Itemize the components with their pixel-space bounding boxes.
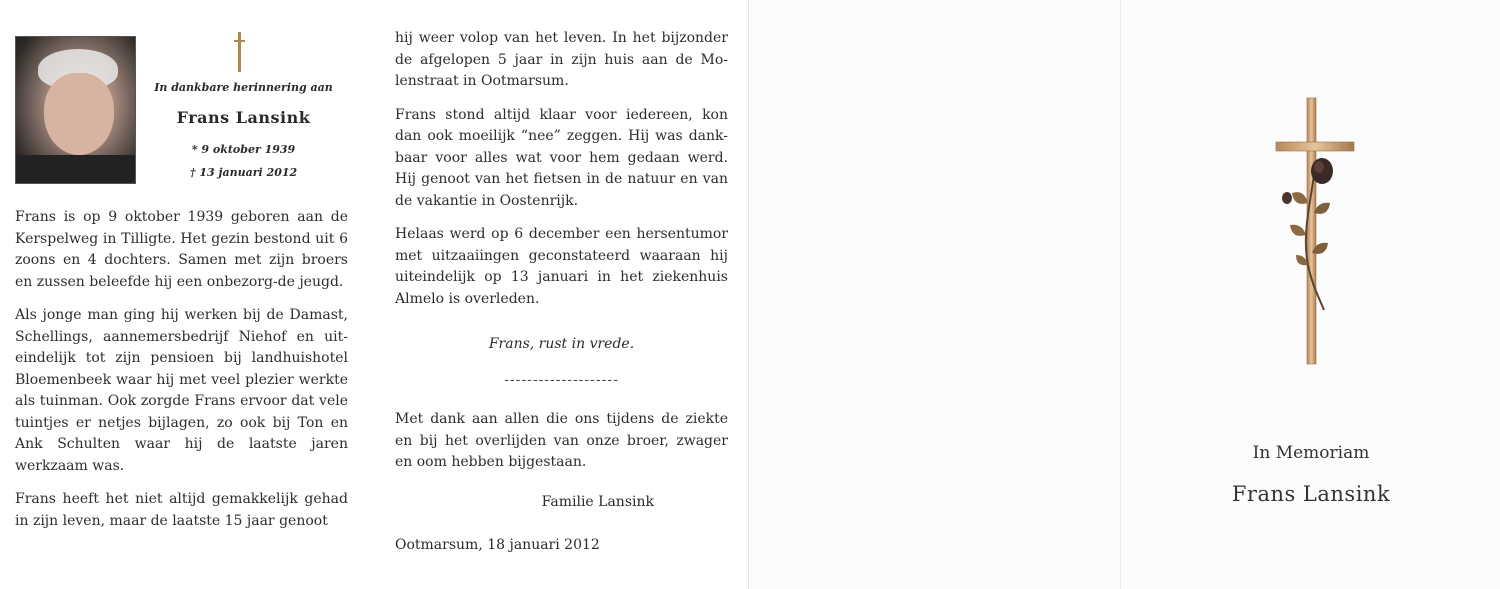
biography-left: [15, 207, 348, 544]
paragraph: Als jonge man ging hij werken bij de Damast, Schellings, aannemersbedrijf Niehof en uit-eindelijk tot zijn pensioen bij landhuishotel Bloemenbeek waar hij met veel plezier werkte als tuinman. Ook zorgde Frans ervoor dat vele tuintjes er netjes bijlagen, zo ook bij Ton en Ank Schulten waar hij de laatste jaren werkzaam was.: [15, 307, 348, 474]
birth-date: * 9 oktober 1939: [191, 143, 296, 156]
family-signature: Familie Lansink: [541, 494, 654, 510]
small-cross-icon: [238, 32, 241, 72]
death-date: † 13 januari 2012: [189, 166, 298, 179]
portrait-clothing: [16, 155, 136, 184]
paragraph: Helaas werd op 6 december een hersentumor met uitzaaiingen geconstateerd waaraan hij uiteindelijk op 13 januari in het ziekenhuis Almelo is overleden.: [395, 226, 728, 307]
deceased-name: Frans Lansink: [176, 108, 311, 127]
biography-middle: [395, 28, 728, 322]
paragraph: Frans is op 9 oktober 1939 geboren aan de Kerspelweg in Tilligte. Het gezin bestond uit 6 zoons en 4 dochters. Samen met zijn broers en zussen beleefde hij een onbezorg-de jeugd.: [15, 209, 348, 290]
portrait-face: [44, 73, 114, 155]
dashed-separator: --------------------: [504, 372, 619, 388]
memory-line: In dankbare herinnering aan: [154, 81, 333, 94]
cross-with-rose-icon: [1262, 95, 1362, 367]
fold-line: [748, 0, 749, 589]
portrait-photo: [15, 36, 136, 184]
place-date: Ootmarsum, 18 januari 2012: [395, 537, 600, 553]
back-cover-panel: [748, 0, 1120, 589]
rest-in-peace-line: Frans, rust in vrede.: [488, 336, 635, 352]
paragraph: Frans stond altijd klaar voor iedereen, kon dan ook moeilijk “nee” zeggen. Hij was dank-baar voor alles wat voor hem gedaan werd. Hij genoot van het fietsen in de natuur en van de vakantie in Oostenrijk.: [395, 106, 728, 209]
paragraph: hij weer volop van het leven. In het bijzonder de afgelopen 5 jaar in zijn huis aan de Mo-lenstraat in Ootmarsum.: [395, 30, 728, 89]
cover-name: Frans Lansink: [1231, 482, 1391, 506]
fold-line: [1120, 0, 1121, 589]
paragraph: Frans heeft het niet altijd gemakkelijk gehad in zijn leven, maar de laatste 15 jaar genoot: [15, 491, 348, 529]
paragraph: Met dank aan allen die ons tijdens de ziekte en bij het overlijden van onze broer, zwager en oom hebben bijgestaan.: [395, 411, 728, 470]
cover-title: In Memoriam: [1252, 443, 1370, 463]
thanks-paragraph: [395, 409, 728, 486]
